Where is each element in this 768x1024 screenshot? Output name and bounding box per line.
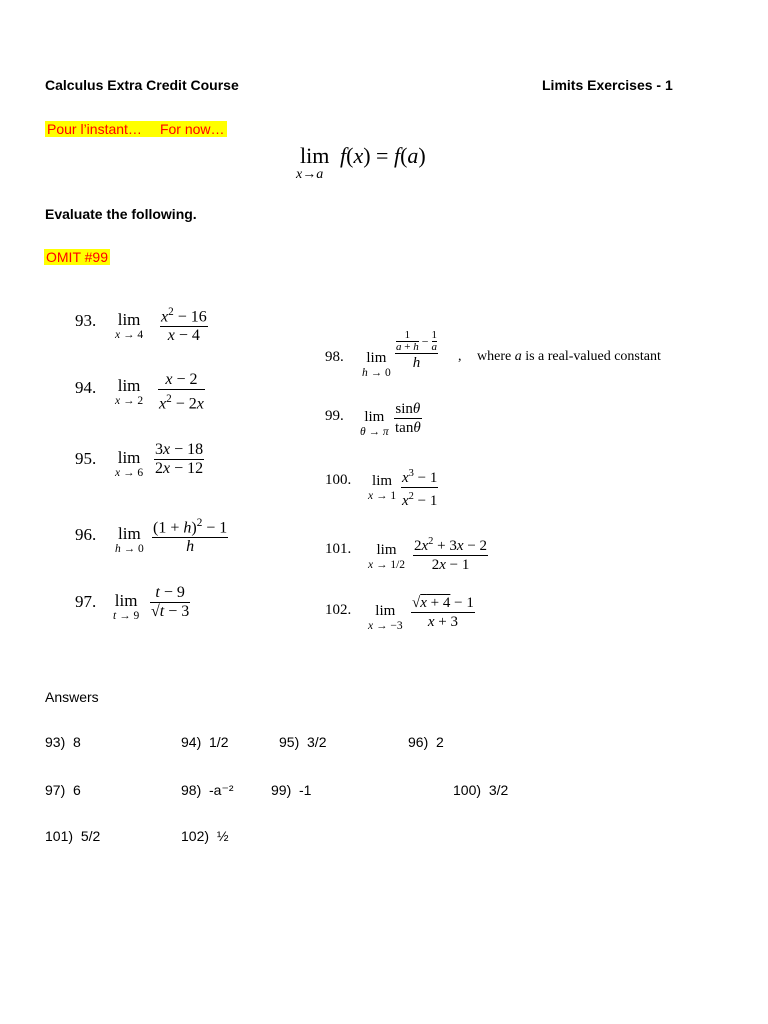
answers-title: Answers (45, 689, 99, 705)
answer-94: 94) 1/2 (181, 734, 229, 750)
answer-102: 102) ½ (181, 828, 229, 844)
note-english: For now… (144, 121, 227, 137)
answer-95: 95) 3/2 (279, 734, 327, 750)
answer-99: 99) -1 (271, 782, 312, 798)
limit-definition: lim x→a f(x) = f(a) (296, 143, 426, 182)
note-line (45, 121, 227, 139)
answer-98: 98) -a⁻² (181, 782, 234, 798)
answer-100: 100) 3/2 (453, 782, 509, 798)
answer-97: 97) 6 (45, 782, 81, 798)
sheet-title: Limits Exercises - 1 (542, 77, 673, 93)
answer-101: 101) 5/2 (45, 828, 101, 844)
answer-96: 96) 2 (408, 734, 444, 750)
omit-note: OMIT #99 (46, 249, 108, 265)
note-french: Pour l’instant… (47, 121, 142, 137)
answer-93: 93) 8 (45, 734, 81, 750)
instructions: Evaluate the following. (45, 206, 197, 222)
course-title: Calculus Extra Credit Course (45, 77, 239, 93)
